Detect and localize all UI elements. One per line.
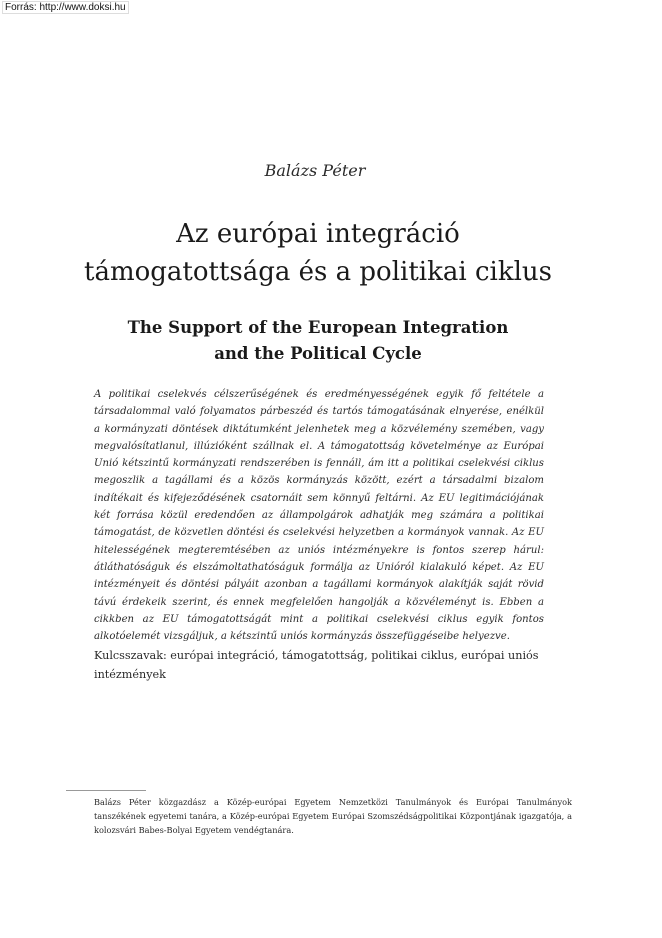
subtitle-line-1: The Support of the European Integration — [127, 318, 509, 337]
source-label: Forrás: http://www.doksi.hu — [2, 1, 129, 14]
title-line-1: Az európai integráció — [176, 219, 460, 249]
author-footnote: Balázs Péter közgazdász a Közép-európai Egyetem Nemzetközi Tanulmányok és Európai Tanulmányok tanszékének egyetemi tanára, a Közép-európai Egyetem Európai Szomszédságpolitikai Központjának igazgatója, a kolozsvári Babes-Bolyai Egyetem vendégtanára. — [94, 797, 572, 835]
footnote-divider — [66, 790, 146, 791]
keywords: Kulcsszavak: európai integráció, támogatottság, politikai ciklus, európai uniós intézmények — [94, 649, 539, 681]
article-title — [0, 215, 636, 291]
subtitle-line-2: and the Political Cycle — [214, 344, 422, 363]
title-line-2: támogatottsága és a politikai ciklus — [84, 257, 552, 287]
author-name: Balázs Péter — [264, 161, 366, 180]
abstract: A politikai cselekvés célszerűségének és eredményességének egyik fő feltétele a társadalommal való folyamatos párbeszéd és tartós támogatásának elnyerése, enélkül a kormányzati döntések diktátumként jelenhetek meg a közvélemény szemében, vagy megvalósítatlanul, illúzióként szállnak el. A támogatottság követelménye az Európai Unió kétszintű kormányzati rendszerében is fennáll, ám itt a politikai cselekvési ciklus megoszlik a tagállami és a közös kormányzás között, ezért a társadalmi bizalom indítékait és kifejeződésének csatornáit sem könnyű feltárni. Az EU legitimációjának két forrása közül eredendően az állampolgárok adhatják meg számára a politikai támogatást, de közvetlen döntési és cselekvési helyzetben a kormányok vannak. Az EU hitelességének megteremtésében az uniós intézményekre is fontos szerep hárul: átláthatóságuk és elszámoltathatóságuk formálja az Unióról kialakuló képet. Az EU intézményeit és döntési pályáit azonban a tagállami kormányok alakítják saját rövid távú érdekeik szerint, és ennek megfelelően hangolják a közvéleményt is. Ebben a cikkben az EU támogatottságát mint a politikai cselekvési ciklus egyik fontos alkotóelemét vizsgáljuk, a kétszintű uniós kormányzás összefüggéseibe helyezve. — [94, 389, 544, 643]
article-subtitle — [0, 315, 636, 367]
